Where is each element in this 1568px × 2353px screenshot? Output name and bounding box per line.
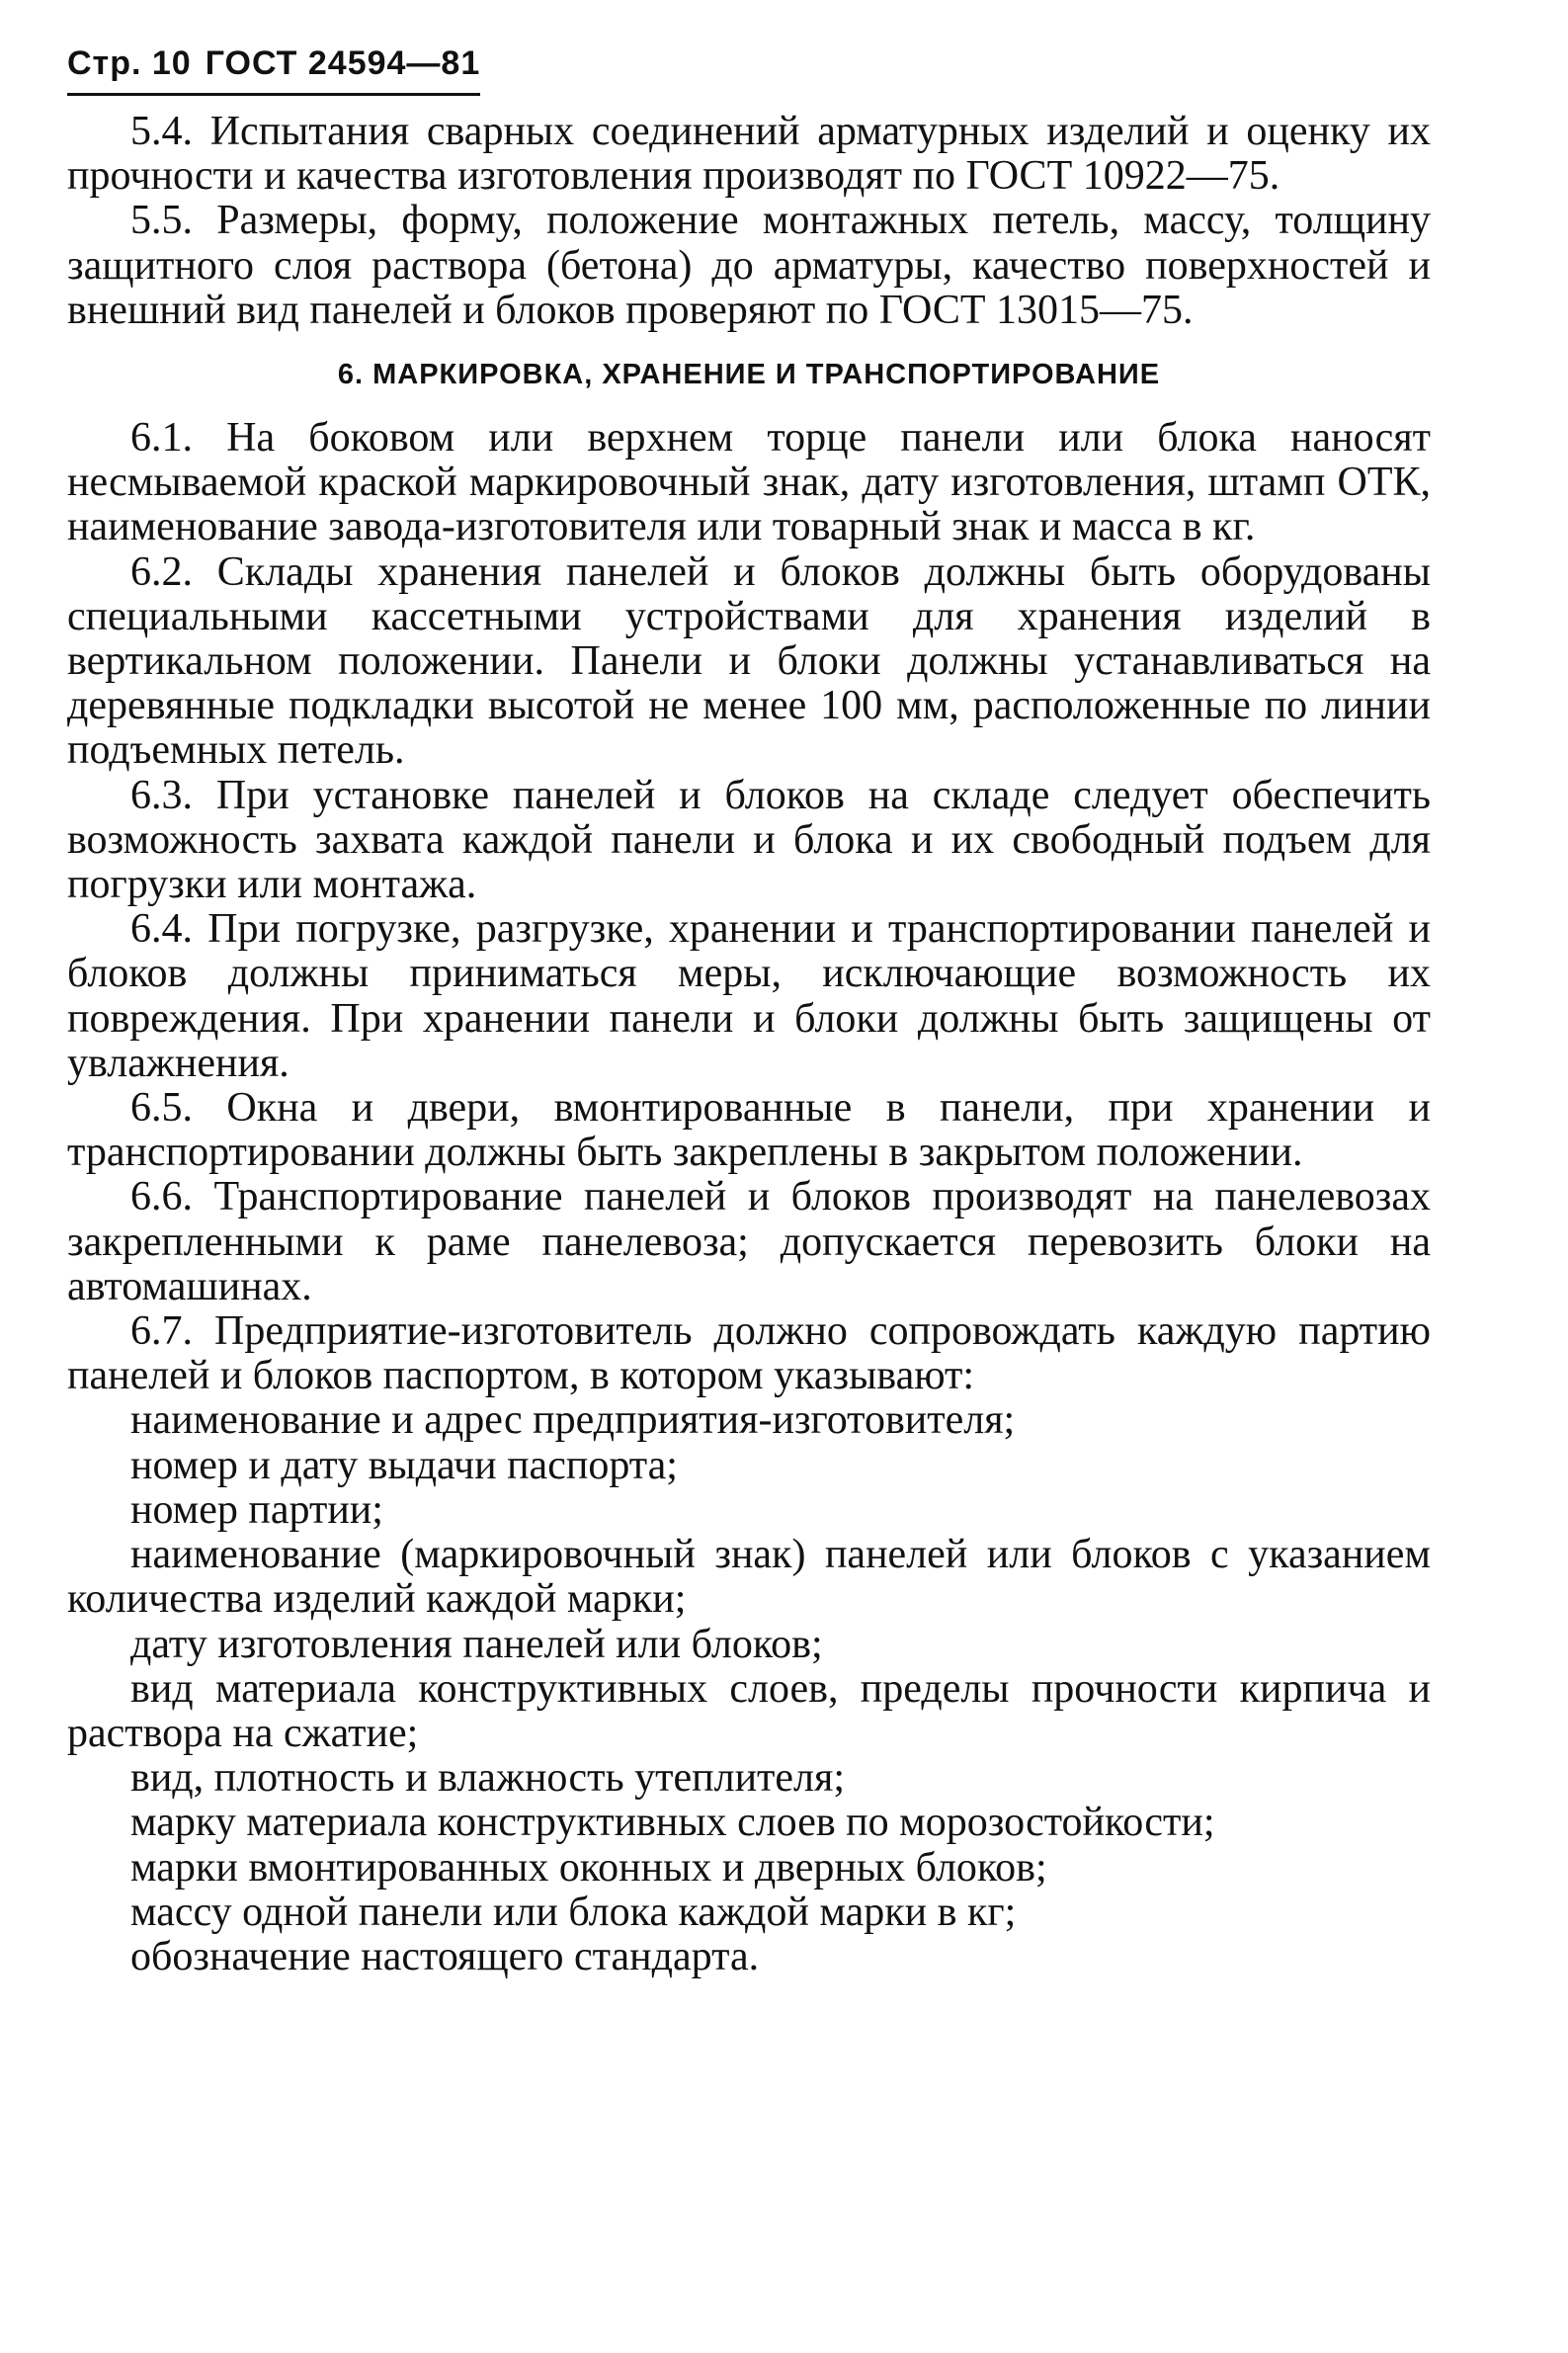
clause-6-2: 6.2. Склады хранения панелей и блоков должны быть оборудованы специальными кассетными устройствами для хранения изделий в вертикальном положении. Панели и блоки должны устанавливаться на деревянные подкладки высотой не менее 100 мм, расположенные по линии подъемных петель. — [67, 548, 1431, 774]
document-body — [67, 110, 1431, 1979]
clause-6-6: 6.6. Транспортирование панелей и блоков производят на панелевозах закрепленными к раме панелевоза; допускается перевозить блоки на автомашинах. — [67, 1174, 1431, 1309]
passport-item: наименование (маркировочный знак) панелей или блоков с указанием количества изделий каждой марки; — [67, 1532, 1431, 1623]
passport-item: марку материала конструктивных слоев по морозостойкости; — [130, 1800, 1215, 1846]
passport-item: массу одной панели или блока каждой марки в кг; — [130, 1889, 1017, 1935]
clause-5-5: 5.5. Размеры, форму, положение монтажных петель, массу, толщину защитного слоя раствора (бетона) до арматуры, качество поверхностей и внешний вид панелей и блоков проверяют по ГОСТ 13015—75. — [67, 198, 1431, 333]
page-number: Стр. 10 — [67, 44, 192, 82]
clause-6-5: 6.5. Окна и двери, вмонтированные в панели, при хранении и транспортировании должны быть закреплены в закрытом положении. — [67, 1085, 1431, 1176]
clause-6-3: 6.3. При установке панелей и блоков на складе следует обеспечить возможность захвата каждой панели и блока и их свободный подъем для погрузки или монтажа. — [67, 772, 1431, 908]
passport-item: обозначение настоящего стандарта. — [130, 1933, 760, 1979]
passport-item: вид, плотность и влажность утеплителя; — [130, 1755, 845, 1802]
clause-6-1: 6.1. На боковом или верхнем торце панели или блока наносят несмываемой краской маркировочный знак, дату изготовления, штамп ОТК, наименование завода-изготовителя или товарный знак и масса в кг. — [67, 415, 1431, 550]
document-page — [67, 40, 1431, 1979]
passport-item: марки вмонтированных оконных и дверных блоков; — [130, 1844, 1047, 1891]
passport-item: номер и дату выдачи паспорта; — [130, 1442, 678, 1488]
clause-5-4: 5.4. Испытания сварных соединений арматурных изделий и оценку их прочности и качества изготовления производят по ГОСТ 10922—75. — [67, 109, 1431, 200]
passport-item: вид материала конструктивных слоев, пределы прочности кирпича и раствора на сжатие; — [67, 1665, 1431, 1756]
passport-item: дату изготовления панелей или блоков; — [130, 1621, 823, 1667]
clause-6-7: 6.7. Предприятие-изготовитель должно сопровождать каждую партию панелей и блоков паспортом, в котором указывают: — [67, 1308, 1431, 1399]
passport-item: номер партии; — [130, 1486, 383, 1533]
page-header — [67, 42, 480, 96]
standard-designation: ГОСТ 24594—81 — [205, 44, 481, 82]
section-heading: 6. МАРКИРОВКА, ХРАНЕНИЕ И ТРАНСПОРТИРОВАНИЕ — [337, 359, 1161, 391]
passport-item: наименование и адрес предприятия-изготовителя; — [130, 1397, 1016, 1444]
clause-6-4: 6.4. При погрузке, разгрузке, хранении и транспортировании панелей и блоков должны приниматься меры, исключающие возможность их повреждения. При хранении панели и блоки должны быть защищены от увлажнения. — [67, 906, 1431, 1086]
